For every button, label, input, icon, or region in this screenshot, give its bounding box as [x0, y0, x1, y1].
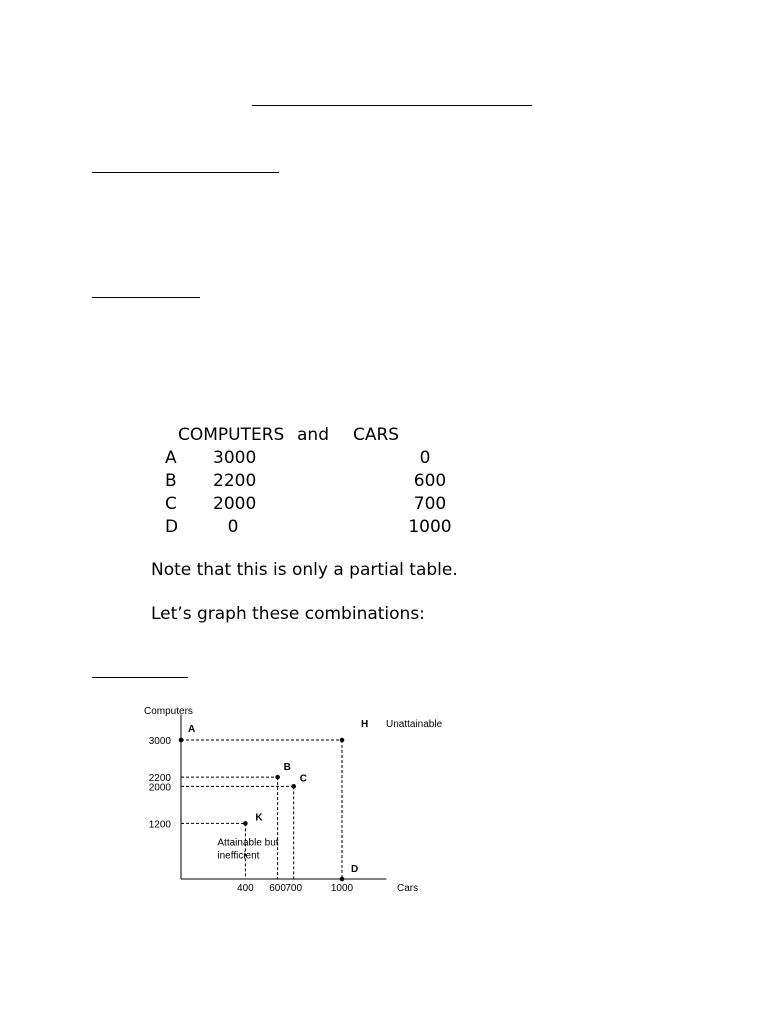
y-tick-label-1200: 1200: [148, 819, 171, 831]
annotation-attainable-line-2: inefficient: [217, 850, 260, 862]
row-c-computers: 2000: [213, 494, 257, 514]
row-a-label: A: [165, 448, 177, 468]
x-axis-label: Cars: [397, 883, 419, 894]
annotation-attainable-line-1: Attainable but: [217, 837, 279, 849]
y-tick-label-2000: 2000: [148, 782, 171, 794]
row-a-computers: 3000: [213, 448, 257, 468]
x-tick-label-700: 700: [285, 883, 303, 894]
point-label-c: C: [299, 773, 307, 785]
y-tick-label-3000: 3000: [148, 736, 171, 747]
header-cars: CARS: [353, 425, 400, 445]
row-b-computers: 2200: [213, 471, 257, 491]
row-d-label: D: [165, 517, 179, 537]
row-d-cars: 1000: [408, 517, 452, 537]
point-b: [275, 775, 280, 780]
partial-table-note: Note that this is only a partial table.: [151, 560, 458, 580]
header-computers: COMPUTERS: [178, 425, 285, 445]
point-label-b: B: [283, 762, 291, 774]
point-label-d: D: [351, 864, 359, 875]
row-a-cars: 0: [419, 448, 431, 468]
x-tick-label-1000: 1000: [330, 883, 354, 894]
y-axis-label: Computers: [144, 706, 193, 717]
row-d-computers: 0: [227, 517, 239, 537]
annotation-unattainable: Unattainable: [386, 719, 443, 730]
production-table: [0, 424, 784, 544]
point-label-a: A: [188, 724, 196, 735]
header-and: and: [297, 425, 329, 445]
point-a: [179, 738, 184, 743]
point-label-k: K: [255, 812, 263, 824]
y-tick-label-2200: 2200: [148, 773, 171, 785]
point-c: [291, 784, 296, 789]
row-c-label: C: [165, 494, 177, 514]
row-b-cars: 600: [413, 471, 447, 491]
point-k: [243, 821, 248, 826]
section-3-underline: [92, 677, 188, 678]
point-h: [340, 738, 345, 743]
section-2-underline: [92, 297, 200, 298]
title-underline: [252, 105, 532, 106]
section-1-underline: [92, 172, 279, 173]
graph-intro-note: Let’s graph these combinations:: [151, 604, 425, 624]
row-b-label: B: [165, 471, 177, 491]
row-c-cars: 700: [413, 494, 447, 514]
point-label-h: H: [361, 719, 369, 730]
x-tick-label-400: 400: [237, 883, 254, 894]
x-tick-label-600: 600: [269, 883, 286, 894]
point-d: [340, 877, 345, 882]
